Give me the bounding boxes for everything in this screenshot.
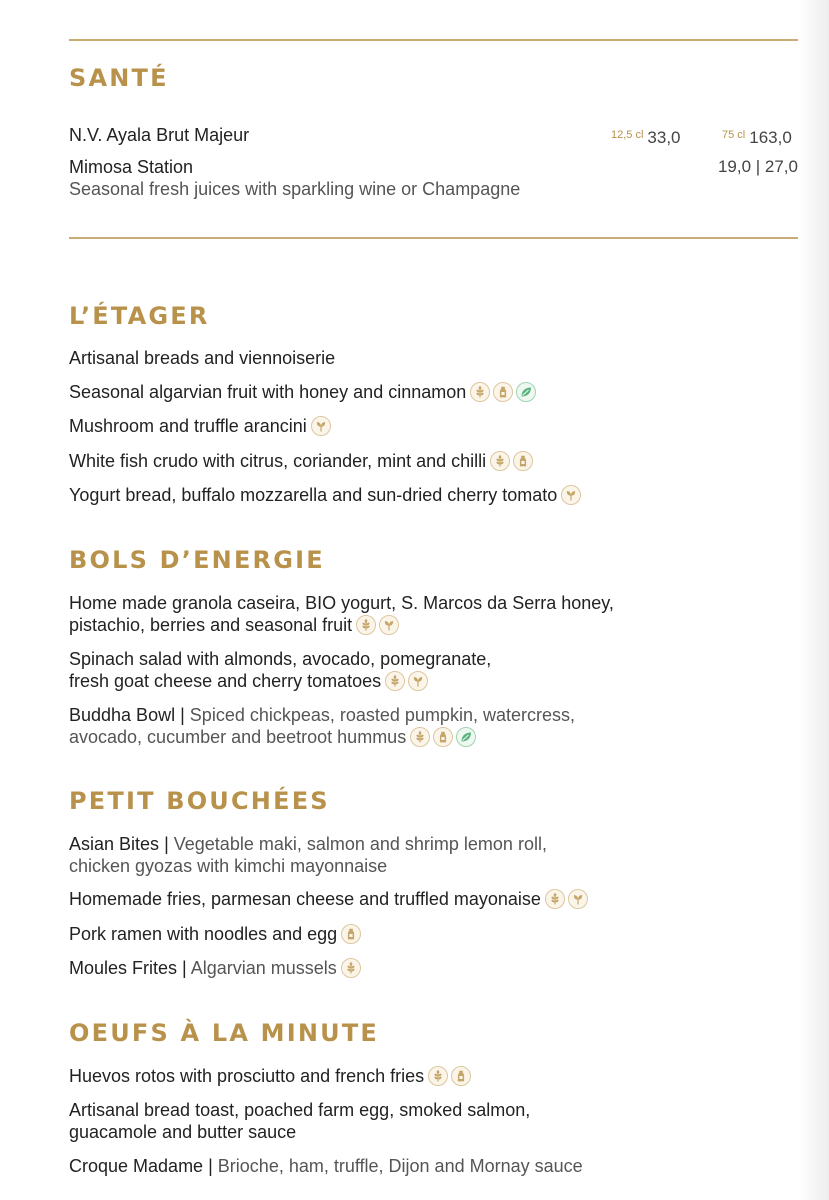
item-name: Homemade fries, parmesan cheese and truffled mayonaise: [69, 889, 541, 909]
gluten-free-icon: [490, 451, 510, 471]
divider-top: [69, 39, 798, 41]
item-description: Seasonal fresh juices with sparkling wine or Champagne: [69, 179, 521, 199]
item-name: Mimosa Station: [69, 157, 194, 177]
item-name: Huevos rotos with prosciutto and french fries: [69, 1066, 425, 1086]
item-name-line: fresh goat cheese and cherry tomatoes: [69, 671, 382, 691]
separator: |: [164, 834, 169, 854]
menu-item-ayala: [69, 124, 798, 146]
diet-icons: [428, 1066, 474, 1091]
vegetarian-icon: [568, 889, 588, 909]
item-name-line: Artisanal bread toast, poached farm egg, smoked salmon,: [69, 1100, 531, 1120]
item-name: Moules Frites: [69, 958, 178, 978]
vegetarian-icon: [408, 671, 428, 691]
menu-item: [69, 1099, 798, 1143]
price-value: 163,0: [749, 128, 792, 147]
price-value: 19,0 | 27,0: [717, 157, 798, 176]
item-description: Algarvian mussels: [190, 958, 337, 978]
menu-item: [69, 450, 798, 476]
menu-item: [69, 923, 798, 949]
menu-item: [69, 1155, 798, 1177]
item-name: White fish crudo with citrus, coriander, mint and chilli: [69, 451, 487, 471]
menu-item: [69, 415, 798, 441]
menu-item: [69, 648, 798, 696]
lactose-free-icon: [451, 1066, 471, 1086]
gluten-free-icon: [341, 958, 361, 978]
separator: |: [208, 1156, 213, 1176]
item-name: Mushroom and truffle arancini: [69, 416, 307, 436]
gluten-free-icon: [428, 1066, 448, 1086]
gluten-free-icon: [470, 382, 490, 402]
section-title-petit: PETIT BOUCHÉES: [69, 787, 330, 815]
diet-icons: [341, 924, 364, 949]
section-title-sante: SANTÉ: [69, 64, 169, 92]
vegetarian-icon: [311, 416, 331, 436]
diet-icons: [561, 485, 584, 510]
diet-icons: [311, 416, 334, 441]
diet-icons: [356, 615, 402, 640]
menu-item: [69, 1065, 798, 1091]
separator: |: [180, 705, 185, 725]
diet-icons: [341, 958, 364, 983]
lactose-free-icon: [433, 727, 453, 747]
item-name: Seasonal algarvian fruit with honey and cinnamon: [69, 382, 467, 402]
item-name: Buddha Bowl: [69, 705, 176, 725]
diet-icons: [470, 382, 539, 407]
lactose-free-icon: [341, 924, 361, 944]
separator: |: [182, 958, 187, 978]
item-name: Yogurt bread, buffalo mozzarella and sun-dried cherry tomato: [69, 485, 558, 505]
gluten-free-icon: [385, 671, 405, 691]
diet-icons: [385, 671, 431, 696]
item-description: chicken gyozas with kimchi mayonnaise: [69, 856, 388, 876]
menu-item: [69, 833, 798, 877]
item-name: N.V. Ayala Brut Majeur: [69, 125, 250, 145]
menu-item-mimosa: [69, 156, 798, 200]
item-name: Artisanal breads and viennoiserie: [69, 348, 336, 368]
menu-item: [69, 381, 798, 407]
vegetarian-icon: [379, 615, 399, 635]
vegetarian-icon: [561, 485, 581, 505]
lactose-free-icon: [513, 451, 533, 471]
price-bottle: [722, 124, 792, 149]
item-name-line: Home made granola caseira, BIO yogurt, S. Marcos da Serra honey,: [69, 593, 614, 613]
item-name: Croque Madame: [69, 1156, 204, 1176]
item-description: avocado, cucumber and beetroot hummus: [69, 727, 407, 747]
item-name-line: pistachio, berries and seasonal fruit: [69, 615, 353, 635]
gluten-free-icon: [545, 889, 565, 909]
item-name-line: guacamole and butter sauce: [69, 1122, 297, 1142]
item-name: Asian Bites: [69, 834, 160, 854]
item-name-line: Spinach salad with almonds, avocado, pomegranate,: [69, 649, 492, 669]
section-title-etager: L’ÉTAGER: [69, 302, 210, 330]
diet-icons: [410, 727, 479, 752]
divider-bottom: [69, 237, 798, 239]
section-title-bols: BOLS D’ENERGIE: [69, 546, 325, 574]
diet-icons: [490, 451, 536, 476]
item-description: Spiced chickpeas, roasted pumpkin, watercress,: [189, 705, 575, 725]
item-name: Pork ramen with noodles and egg: [69, 924, 338, 944]
lactose-free-icon: [493, 382, 513, 402]
menu-item: [69, 888, 798, 914]
menu-item: [69, 347, 798, 369]
item-description: Brioche, ham, truffle, Dijon and Mornay sauce: [217, 1156, 583, 1176]
gluten-free-icon: [410, 727, 430, 747]
diet-icons: [545, 889, 591, 914]
vegan-icon: [456, 727, 476, 747]
volume-label: 75 cl: [722, 129, 746, 141]
section-title-oeufs: OEUFS À LA MINUTE: [69, 1019, 380, 1047]
price-value: 33,0: [647, 128, 681, 147]
menu-item: [69, 592, 798, 640]
menu-item: [69, 957, 798, 983]
menu-item: [69, 704, 798, 752]
volume-label: 12,5 cl: [611, 129, 644, 141]
price-glass: [611, 124, 681, 149]
vegan-icon: [516, 382, 536, 402]
gluten-free-icon: [356, 615, 376, 635]
item-description: Vegetable maki, salmon and shrimp lemon roll,: [173, 834, 547, 854]
page-edge-shadow: [799, 0, 829, 1200]
menu-item: [69, 484, 798, 510]
